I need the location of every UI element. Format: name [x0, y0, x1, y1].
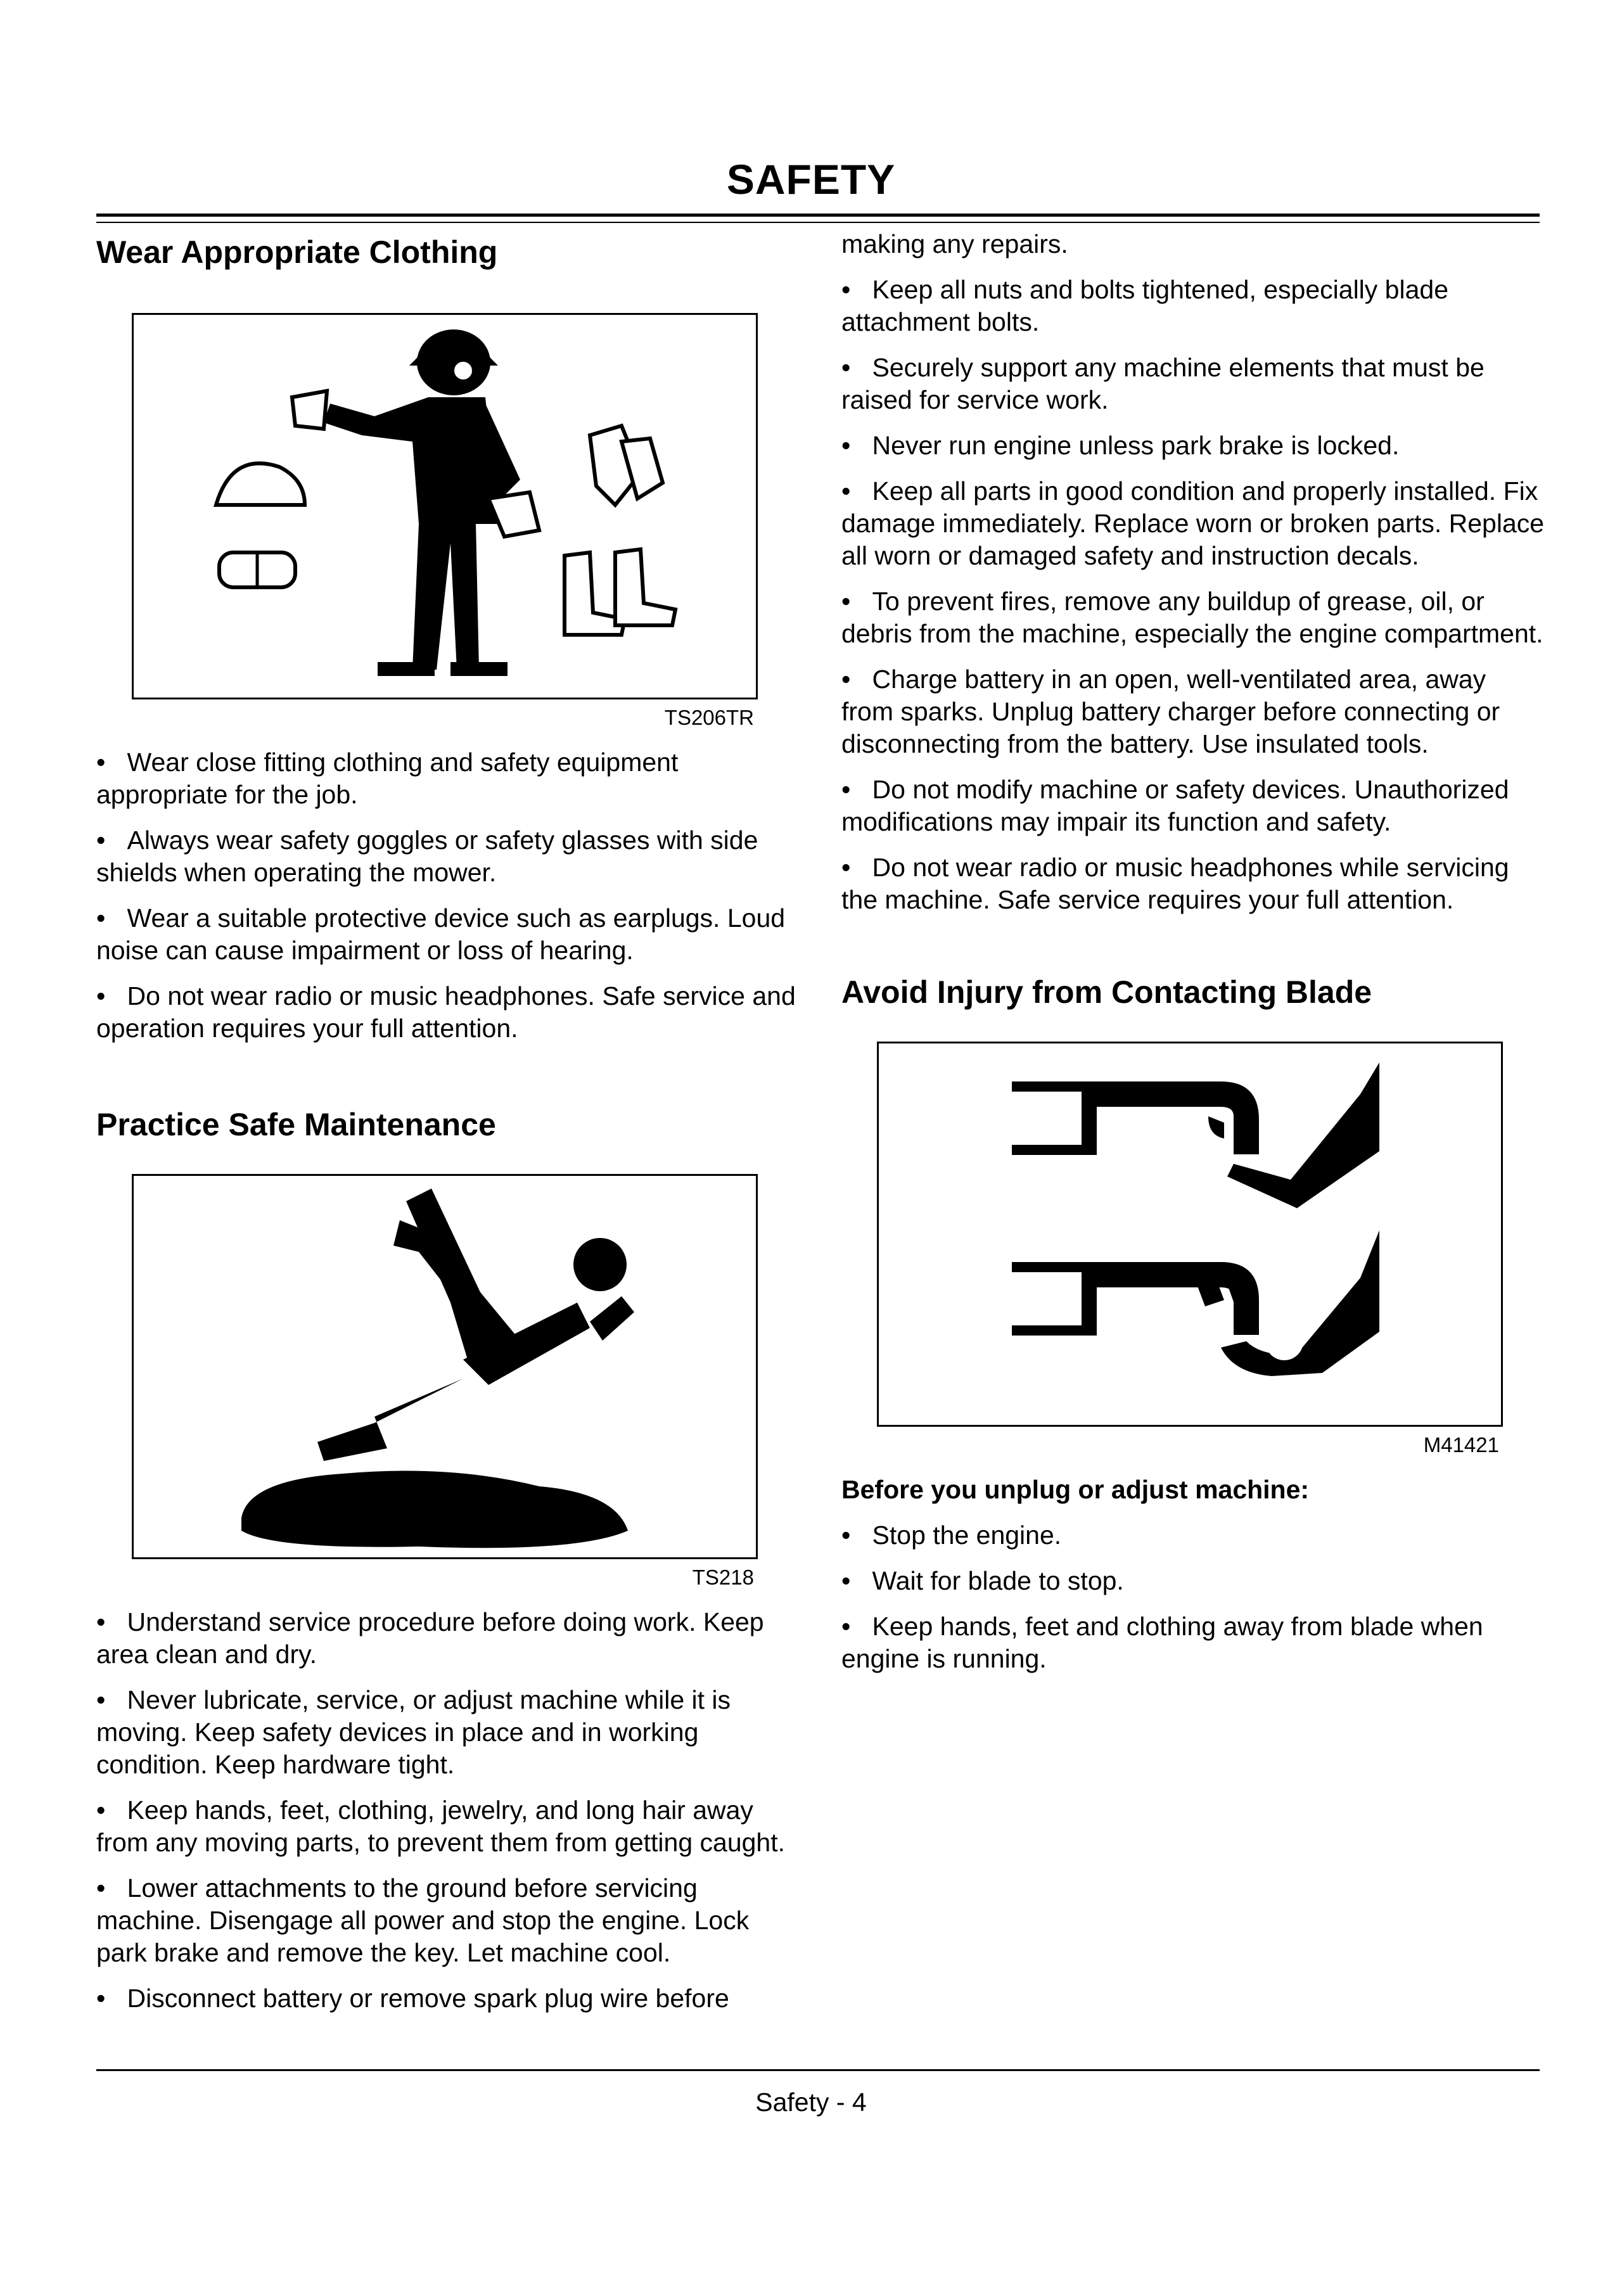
blade-bullet: • Wait for blade to stop. [841, 1565, 1545, 1597]
maintenance-bullet: • Charge battery in an open, well-ventilated area, away from sparks. Unplug battery charger before connecting or disconnecting from the battery. Use insulated tools. [841, 663, 1545, 760]
blade-bullet: • Keep hands, feet and clothing away from blade when engine is running. [841, 1610, 1545, 1675]
maintenance-bullet: • Never run engine unless park brake is locked. [841, 430, 1545, 462]
header-rule-thin [96, 222, 1540, 223]
maintenance-bullet: • Understand service procedure before doing work. Keep area clean and dry. [96, 1606, 800, 1671]
footer-rule [96, 2069, 1540, 2071]
continued-text: making any repairs. [841, 229, 1068, 258]
maintenance-bullet: • Never lubricate, service, or adjust machine while it is moving. Keep safety devices in place and in working condition. Keep hardware tight. [96, 1684, 800, 1781]
maintenance-heading: Practice Safe Maintenance [96, 1107, 496, 1142]
slip-hazard-illustration [134, 1176, 756, 1557]
clothing-bullet: • Wear close fitting clothing and safety equipment appropriate for the job. [96, 746, 800, 811]
clothing-bullet: • Wear a suitable protective device such as earplugs. Loud noise can cause impairment or loss of hearing. [96, 902, 800, 967]
maintenance-bullet: • Do not modify machine or safety devices. Unauthorized modifications may impair its function and safety. [841, 774, 1545, 838]
blade-lead: Before you unplug or adjust machine: [841, 1475, 1310, 1504]
maintenance-bullet: • Lower attachments to the ground before servicing machine. Disengage all power and stop the engine. Lock park brake and remove the key. Let machine cool. [96, 1872, 800, 1969]
left-column [96, 228, 800, 2028]
clothing-bullet: • Do not wear radio or music headphones. Safe service and operation requires your full attention. [96, 980, 800, 1045]
blade-figure-code: M41421 [1423, 1433, 1499, 1457]
maintenance-bullet: • Securely support any machine elements that must be raised for service work. [841, 352, 1545, 416]
header-rule [96, 214, 1540, 217]
maintenance-bullet: • Do not wear radio or music headphones while servicing the machine. Safe service requires your full attention. [841, 851, 1545, 916]
blade-figure [877, 1042, 1503, 1427]
page-number: Safety - 4 [755, 2088, 867, 2117]
maintenance-bullet: • To prevent fires, remove any buildup of grease, oil, or debris from the machine, especially the engine compartment. [841, 585, 1545, 650]
maintenance-bullet: • Keep all nuts and bolts tightened, especially blade attachment bolts. [841, 274, 1545, 338]
page-title: SAFETY [726, 156, 896, 203]
maintenance-figure [132, 1174, 758, 1559]
maintenance-bullet: • Disconnect battery or remove spark plug wire before [96, 1982, 800, 2015]
maintenance-bullet: • Keep hands, feet, clothing, jewelry, and long hair away from any moving parts, to prevent them from getting caught. [96, 1794, 800, 1859]
clothing-figure [132, 313, 758, 699]
clothing-figure-code: TS206TR [664, 706, 754, 729]
maintenance-figure-code: TS218 [692, 1566, 754, 1589]
right-column [841, 228, 1545, 1688]
blade-contact-illustration [879, 1043, 1501, 1425]
maintenance-bullet: • Keep all parts in good condition and properly installed. Fix damage immediately. Replace worn or broken parts. Replace all worn or damaged safety and instruction decals. [841, 475, 1545, 572]
clothing-bullet: • Always wear safety goggles or safety glasses with side shields when operating the mower. [96, 824, 800, 889]
blade-heading: Avoid Injury from Contacting Blade [841, 974, 1372, 1010]
blade-bullet: • Stop the engine. [841, 1519, 1545, 1552]
protective-clothing-illustration [134, 315, 756, 698]
clothing-heading: Wear Appropriate Clothing [96, 234, 498, 270]
